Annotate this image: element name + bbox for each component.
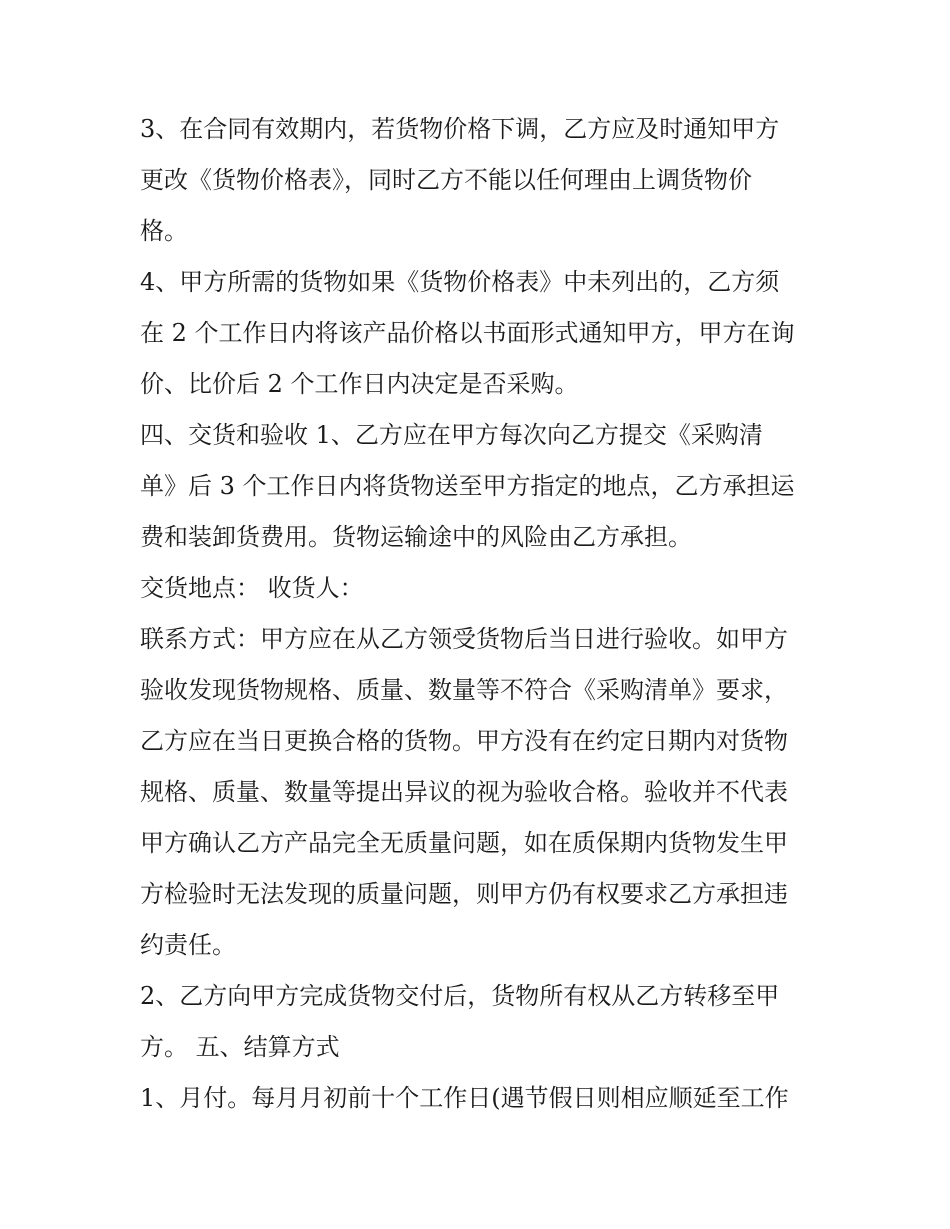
paragraph-price-adjustment (140, 104, 820, 257)
text-line: 联系方式：甲方应在从乙方领受货物后当日进行验收。如甲方 (140, 625, 788, 653)
text-line: 3、在合同有效期内，若货物价格下调，乙方应及时通知甲方 (140, 115, 780, 143)
text-line: 在 2 个工作日内将该产品价格以书面形式通知甲方，甲方在询 (140, 319, 795, 347)
document-page (140, 104, 820, 1124)
text-line: 规格、质量、数量等提出异议的视为验收合格。验收并不代表 (140, 778, 788, 806)
paragraph-delivery-acceptance (140, 410, 820, 563)
paragraph-delivery-location (140, 563, 820, 614)
text-line: 更改《货物价格表》，同时乙方不能以任何理由上调货物价 (140, 166, 752, 194)
text-line: 费和装卸货费用。货物运输途中的风险由乙方承担。 (140, 523, 692, 551)
paragraph-contact-inspection (140, 614, 820, 971)
paragraph-unlisted-goods (140, 257, 820, 410)
text-line: 约责任。 (140, 931, 236, 959)
text-line: 甲方确认乙方产品完全无质量问题，如在质保期内货物发生甲 (140, 829, 788, 857)
text-line: 价、比价后 2 个工作日内决定是否采购。 (140, 370, 579, 398)
text-line: 乙方应在当日更换合格的货物。甲方没有在约定日期内对货物 (140, 727, 788, 755)
text-line: 交货地点： 收货人： (140, 574, 364, 602)
text-line: 方。 五、结算方式 (140, 1033, 340, 1061)
paragraph-monthly-payment (140, 1073, 820, 1124)
text-line: 单》后 3 个工作日内将货物送至甲方指定的地点，乙方承担运 (140, 472, 795, 500)
text-line: 方检验时无法发现的质量问题，则甲方仍有权要求乙方承担违 (140, 880, 788, 908)
text-line: 格。 (140, 217, 188, 245)
text-line: 四、交货和验收 1、乙方应在甲方每次向乙方提交《采购清 (140, 421, 763, 449)
text-line: 验收发现货物规格、质量、数量等不符合《采购清单》要求， (140, 676, 788, 704)
text-line: 1、月付。每月月初前十个工作日(遇节假日则相应顺延至工作 (140, 1084, 789, 1112)
paragraph-ownership-transfer (140, 971, 820, 1073)
text-line: 4、甲方所需的货物如果《货物价格表》中未列出的，乙方须 (140, 268, 780, 296)
text-line: 2、乙方向甲方完成货物交付后，货物所有权从乙方转移至甲 (140, 982, 780, 1010)
